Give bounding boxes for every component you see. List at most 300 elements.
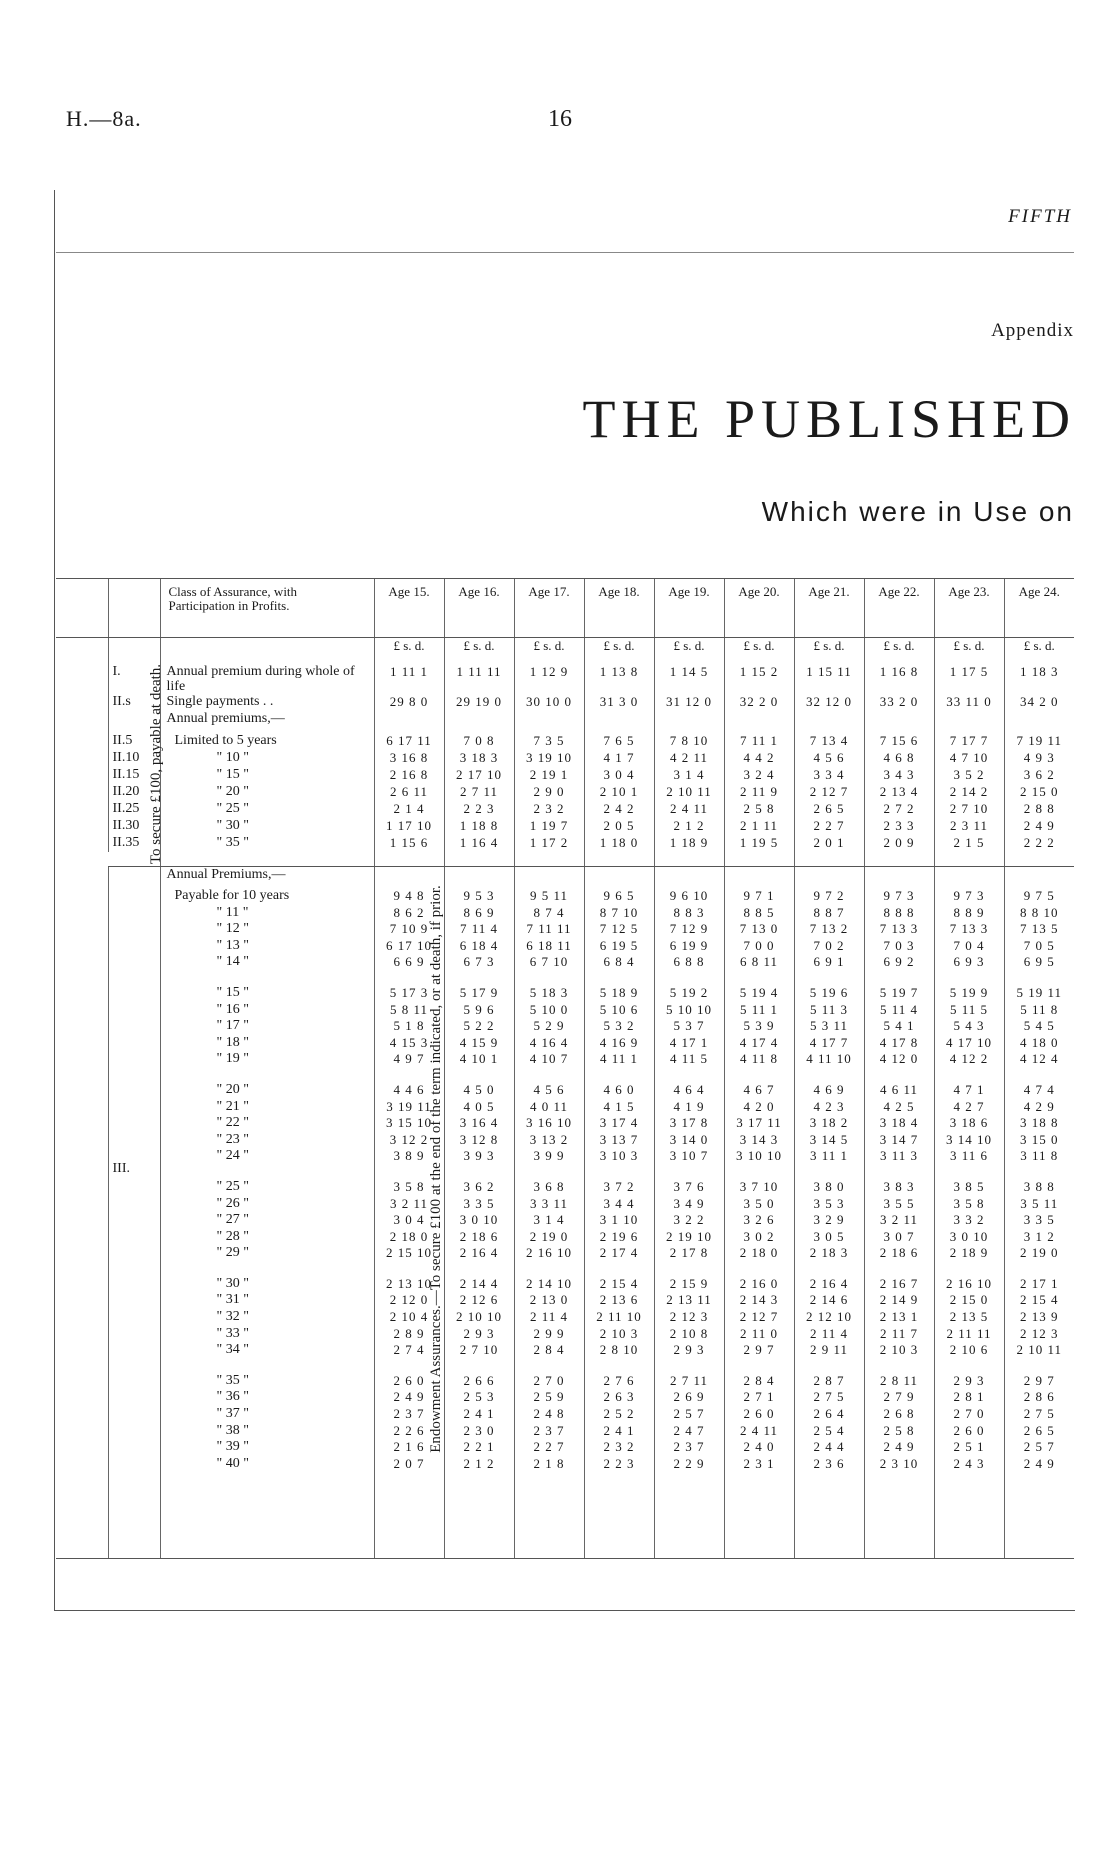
premium-value: 7 0 5 [1004,938,1074,955]
premium-value: 5 2 9 [514,1018,584,1035]
premium-value: 5 4 5 [1004,1018,1074,1035]
blank-cell [514,1165,584,1179]
premium-value: 2 4 9 [374,1389,444,1406]
premium-value: 4 17 4 [724,1035,794,1052]
table-row [56,1439,1074,1456]
premium-value: 5 2 2 [444,1018,514,1035]
premium-value: 3 10 3 [584,1148,654,1165]
term-label: " 29 " [160,1245,374,1262]
premium-value: 2 16 8 [374,767,444,784]
premium-value: 32 2 0 [724,694,794,711]
premium-value: 2 7 0 [934,1406,1004,1423]
blank-cell [444,1165,514,1179]
table-row [56,733,1074,750]
premium-value: 4 10 1 [444,1051,514,1068]
premium-value: 2 10 11 [1004,1342,1074,1359]
premium-value [724,711,794,733]
table-row [56,835,1074,852]
page-number: 16 [548,106,572,132]
premium-value: 2 10 8 [654,1326,724,1343]
units-label: £ s. d. [444,638,514,664]
premium-value: 2 13 6 [584,1292,654,1309]
premium-value: 1 15 6 [374,835,444,852]
premium-value: 3 5 8 [934,1196,1004,1213]
premium-value: 2 19 0 [514,1229,584,1246]
units-label: £ s. d. [724,638,794,664]
premium-value: 8 8 9 [934,905,1004,922]
premium-value [654,711,724,733]
premium-value: 7 10 9 [374,921,444,938]
premium-value: 3 2 11 [374,1196,444,1213]
premium-value: 7 19 11 [1004,733,1074,750]
blank-cell [584,1262,654,1276]
premium-value: 3 2 2 [654,1212,724,1229]
blank-cell [654,1359,724,1373]
premium-value: 7 8 10 [654,733,724,750]
premium-value: 2 12 6 [444,1292,514,1309]
premium-value: 2 1 5 [934,835,1004,852]
premium-value: 3 12 2 [374,1132,444,1149]
premium-value: 3 18 8 [1004,1115,1074,1132]
premium-value: 2 7 1 [724,1389,794,1406]
term-label: " 39 " [160,1439,374,1456]
premium-value: 4 18 0 [1004,1035,1074,1052]
premium-value: 2 3 7 [654,1439,724,1456]
premium-value: 2 8 1 [934,1389,1004,1406]
premium-value: 2 7 9 [864,1389,934,1406]
blank-cell [794,1165,864,1179]
premium-value: 3 18 2 [794,1115,864,1132]
blank-cell [584,971,654,985]
blank-cell [1004,866,1074,888]
premium-value: 2 8 4 [724,1373,794,1390]
premium-value: 3 2 4 [724,767,794,784]
premium-rates-table [56,578,1074,1559]
premium-value [864,711,934,733]
premium-value: 4 10 7 [514,1051,584,1068]
premium-value: 2 13 4 [864,784,934,801]
premium-value: 4 6 7 [724,1082,794,1099]
premium-value: 29 8 0 [374,694,444,711]
blank-cell [160,1068,374,1082]
premium-value: 2 3 1 [724,1456,794,1473]
premium-value: 7 0 0 [724,938,794,955]
premium-value: 2 10 1 [584,784,654,801]
premium-value: 8 6 2 [374,905,444,922]
blank-cell [934,866,1004,888]
age-header: Age 19. [654,579,724,638]
premium-value: 4 2 7 [934,1099,1004,1116]
premium-value: 3 0 7 [864,1229,934,1246]
table-row [56,1035,1074,1052]
blank-cell [584,1472,654,1559]
premium-value: 2 13 9 [1004,1309,1074,1326]
premium-value: 9 5 3 [444,888,514,905]
premium-value: 5 1 8 [374,1018,444,1035]
premium-value: 7 6 5 [584,733,654,750]
blank-cell [160,971,374,985]
premium-value: 2 2 6 [374,1423,444,1440]
premium-value: 5 11 5 [934,1002,1004,1019]
blank-cell [934,852,1004,867]
table-row [56,784,1074,801]
blank-cell [584,852,654,867]
premium-value: 4 2 11 [654,750,724,767]
premium-value: 2 12 7 [794,784,864,801]
blank-cell [108,1472,160,1559]
premium-value: 5 3 9 [724,1018,794,1035]
units-label: £ s. d. [864,638,934,664]
premium-value: 2 13 10 [374,1276,444,1293]
group-gap [56,971,1074,985]
table-row [56,818,1074,835]
premium-value: 3 0 4 [584,767,654,784]
units-label: £ s. d. [584,638,654,664]
premium-value: 2 11 0 [724,1326,794,1343]
class-description: " 30 " [160,818,374,835]
premium-value: 33 2 0 [864,694,934,711]
units-label: £ s. d. [374,638,444,664]
premium-value: 4 1 7 [584,750,654,767]
premium-value: 2 9 3 [654,1342,724,1359]
premium-value: 2 18 9 [934,1245,1004,1262]
premium-value: 5 10 10 [654,1002,724,1019]
premium-value: 2 16 4 [444,1245,514,1262]
blank-cell [724,1472,794,1559]
blank-cell [654,1262,724,1276]
blank-cell [934,1165,1004,1179]
premium-value: 6 9 3 [934,954,1004,971]
premium-value: 5 11 8 [1004,1002,1074,1019]
table-row [56,1245,1074,1262]
premium-value: 2 7 2 [864,801,934,818]
blank-cell [934,1472,1004,1559]
premium-value: 29 19 0 [444,694,514,711]
premium-value: 5 19 11 [1004,985,1074,1002]
premium-value: 2 0 1 [794,835,864,852]
premium-value: 4 0 11 [514,1099,584,1116]
table-row [56,1389,1074,1406]
table-row [56,767,1074,784]
premium-value: 2 6 3 [584,1389,654,1406]
blank-cell [584,1359,654,1373]
premium-value: 2 10 3 [864,1342,934,1359]
age-header: Age 21. [794,579,864,638]
premium-value: 7 0 8 [444,733,514,750]
premium-value: 7 15 6 [864,733,934,750]
premium-value: 3 11 1 [794,1148,864,1165]
premium-value: 4 17 8 [864,1035,934,1052]
blank-cell [934,971,1004,985]
table-row [56,1196,1074,1213]
fifth-label: FIFTH [1008,206,1072,227]
blank-cell [724,1359,794,1373]
premium-value: 3 7 10 [724,1179,794,1196]
premium-value: 9 6 10 [654,888,724,905]
premium-value: 8 8 7 [794,905,864,922]
table-row [56,1423,1074,1440]
premium-value: 3 0 5 [794,1229,864,1246]
premium-value: 2 8 10 [584,1342,654,1359]
premium-value: 2 6 6 [444,1373,514,1390]
term-label: " 37 " [160,1406,374,1423]
premium-value: 8 8 10 [1004,905,1074,922]
premium-value: 2 11 4 [794,1326,864,1343]
blank-cell [1004,1472,1074,1559]
blank-cell [584,1068,654,1082]
premium-value: 4 5 6 [794,750,864,767]
premium-value: 2 7 5 [1004,1406,1074,1423]
term-label: " 12 " [160,921,374,938]
premium-value: 4 11 8 [724,1051,794,1068]
blank-cell [864,1472,934,1559]
premium-value: 2 12 7 [724,1309,794,1326]
blank-cell [444,1472,514,1559]
units-label: £ s. d. [1004,638,1074,664]
premium-value: 2 1 8 [514,1456,584,1473]
group-gap [56,1068,1074,1082]
premium-value: 4 1 9 [654,1099,724,1116]
premium-value: 2 17 10 [444,767,514,784]
premium-value: 2 1 6 [374,1439,444,1456]
premium-value: 2 1 2 [444,1456,514,1473]
premium-value: 2 4 9 [1004,1456,1074,1473]
class-description: Single payments . . [160,694,374,711]
premium-value: 2 10 10 [444,1309,514,1326]
premium-value: 7 13 2 [794,921,864,938]
blank-cell [654,1068,724,1082]
section-separator [56,852,1074,867]
premium-value: 3 3 11 [514,1196,584,1213]
premium-value: 31 3 0 [584,694,654,711]
blank-cell [514,1359,584,1373]
blank-cell [864,1068,934,1082]
blank-cell [160,1165,374,1179]
premium-value: 3 16 10 [514,1115,584,1132]
class-number: II.10 [108,750,160,767]
premium-value: 2 11 11 [934,1326,1004,1343]
premium-value: 4 17 7 [794,1035,864,1052]
premium-value: 3 9 3 [444,1148,514,1165]
appendix-label: Appendix [991,320,1074,341]
premium-value: 2 18 3 [794,1245,864,1262]
premium-value: 2 4 8 [514,1406,584,1423]
premium-value: 4 2 5 [864,1099,934,1116]
table-row [56,750,1074,767]
premium-value: 2 7 10 [934,801,1004,818]
table-row [56,888,1074,905]
term-label: " 15 " [160,985,374,1002]
class-description: " 20 " [160,784,374,801]
premium-value: 4 2 0 [724,1099,794,1116]
premium-value: 32 12 0 [794,694,864,711]
premium-value: 4 15 9 [444,1035,514,1052]
premium-value: 2 15 4 [584,1276,654,1293]
term-label: " 38 " [160,1423,374,1440]
premium-value: 5 19 2 [654,985,724,1002]
premium-value: 2 2 7 [794,818,864,835]
blank-cell [584,866,654,888]
premium-value: 3 8 8 [1004,1179,1074,1196]
premium-value: 3 8 3 [864,1179,934,1196]
premium-value: 6 18 4 [444,938,514,955]
class-description: Annual premiums,— [160,711,374,733]
group-gap [56,1165,1074,1179]
premium-value: 1 13 8 [584,664,654,694]
premium-value: 2 5 7 [654,1406,724,1423]
premium-value: 2 19 1 [514,767,584,784]
blank-cell [654,1472,724,1559]
blank-cell [864,1165,934,1179]
premium-value: 2 5 4 [794,1423,864,1440]
premium-value: 2 16 4 [794,1276,864,1293]
premium-value: 4 6 11 [864,1082,934,1099]
premium-value: 2 6 4 [794,1406,864,1423]
premium-value: 3 12 8 [444,1132,514,1149]
premium-value: 3 5 11 [1004,1196,1074,1213]
premium-value: 2 15 4 [1004,1292,1074,1309]
blank-cell [444,971,514,985]
premium-value: 2 4 1 [444,1406,514,1423]
premium-value: 7 13 5 [1004,921,1074,938]
premium-value: 2 16 10 [514,1245,584,1262]
blank-cell [794,971,864,985]
table-row [56,1212,1074,1229]
premium-value: 3 11 3 [864,1148,934,1165]
term-label: " 18 " [160,1035,374,1052]
premium-value: 2 14 2 [934,784,1004,801]
term-label: " 20 " [160,1082,374,1099]
table-row [56,801,1074,818]
premium-value: 9 7 3 [934,888,1004,905]
premium-value: 2 16 10 [934,1276,1004,1293]
premium-value: 2 3 6 [794,1456,864,1473]
premium-value: 2 4 0 [724,1439,794,1456]
table-row [56,905,1074,922]
premium-value: 1 12 9 [514,664,584,694]
term-label: " 35 " [160,1373,374,1390]
premium-value: 7 11 4 [444,921,514,938]
premium-value: 3 5 3 [794,1196,864,1213]
premium-value: 1 18 9 [654,835,724,852]
premium-value: 3 17 11 [724,1115,794,1132]
premium-value: 2 4 3 [934,1456,1004,1473]
premium-value: 5 10 6 [584,1002,654,1019]
units-label: £ s. d. [934,638,1004,664]
table-row [56,1292,1074,1309]
blank-cell [794,1068,864,1082]
term-label: " 21 " [160,1099,374,1116]
blank-cell [864,1359,934,1373]
premium-value: 3 5 5 [864,1196,934,1213]
blank-cell [654,971,724,985]
premium-value: 33 11 0 [934,694,1004,711]
class-number: II.25 [108,801,160,818]
premium-value: 9 7 2 [794,888,864,905]
premium-value: 6 9 5 [1004,954,1074,971]
premium-value: 6 17 10 [374,938,444,955]
section-label-text: Endowment Assurances.—To secure £100 at the end of the term indicated, or at death, if prior. [428,884,444,1453]
premium-value: 2 4 11 [724,1423,794,1440]
table-row [56,1148,1074,1165]
premium-value: 7 11 11 [514,921,584,938]
premium-value: 7 12 9 [654,921,724,938]
class-header: Class of Assurance, with Participation in Profits. [160,579,374,638]
premium-value: 2 9 9 [514,1326,584,1343]
premium-value: 3 0 4 [374,1212,444,1229]
blank-cell [444,866,514,888]
premium-value: 2 2 1 [444,1439,514,1456]
premium-value: 2 3 7 [374,1406,444,1423]
premium-value: 2 13 0 [514,1292,584,1309]
premium-value: 3 2 6 [724,1212,794,1229]
premium-value: 2 0 9 [864,835,934,852]
premium-value: 4 5 0 [444,1082,514,1099]
term-label: " 36 " [160,1389,374,1406]
premium-value: 6 7 10 [514,954,584,971]
table-row [56,664,1074,694]
premium-value: 2 5 8 [724,801,794,818]
term-label: " 27 " [160,1212,374,1229]
term-label: " 33 " [160,1326,374,1343]
premium-value: 2 3 11 [934,818,1004,835]
premium-value: 2 4 1 [584,1423,654,1440]
premium-value: 9 7 5 [1004,888,1074,905]
premium-value: 2 7 4 [374,1342,444,1359]
premium-value: 5 17 9 [444,985,514,1002]
blank-cell [864,852,934,867]
premium-value: 3 11 6 [934,1148,1004,1165]
premium-value: 4 17 10 [934,1035,1004,1052]
premium-value: 2 4 9 [864,1439,934,1456]
premium-value: 2 3 2 [514,801,584,818]
premium-value: 9 7 1 [724,888,794,905]
premium-value: 1 17 10 [374,818,444,835]
premium-value: 3 10 10 [724,1148,794,1165]
premium-value: 4 7 1 [934,1082,1004,1099]
premium-value: 3 1 4 [654,767,724,784]
premium-value: 5 11 4 [864,1002,934,1019]
premium-value: 3 9 9 [514,1148,584,1165]
premium-value: 2 5 1 [934,1439,1004,1456]
blank-cell [1004,971,1074,985]
premium-value: 2 7 0 [514,1373,584,1390]
premium-value: 2 14 3 [724,1292,794,1309]
premium-value: 3 6 2 [1004,767,1074,784]
term-label: " 28 " [160,1229,374,1246]
premium-value: 3 6 8 [514,1179,584,1196]
premium-value: 2 8 6 [1004,1389,1074,1406]
premium-value: 3 14 10 [934,1132,1004,1149]
class-number: II.35 [108,835,160,852]
premium-value: 3 7 6 [654,1179,724,1196]
table-row [56,1018,1074,1035]
premium-value: 9 7 3 [864,888,934,905]
blank-cell [108,638,160,664]
class-description: " 35 " [160,835,374,852]
blank-cell [514,1068,584,1082]
premium-value: 4 6 4 [654,1082,724,1099]
blank-cell [794,852,864,867]
premium-value: 2 1 2 [654,818,724,835]
premium-value: 2 2 3 [444,801,514,818]
blank-cell [444,1068,514,1082]
premium-value: 3 14 5 [794,1132,864,1149]
premium-value: 4 1 5 [584,1099,654,1116]
class-number: II.5 [108,733,160,750]
premium-value: 2 4 9 [1004,818,1074,835]
premium-value: 2 12 0 [374,1292,444,1309]
